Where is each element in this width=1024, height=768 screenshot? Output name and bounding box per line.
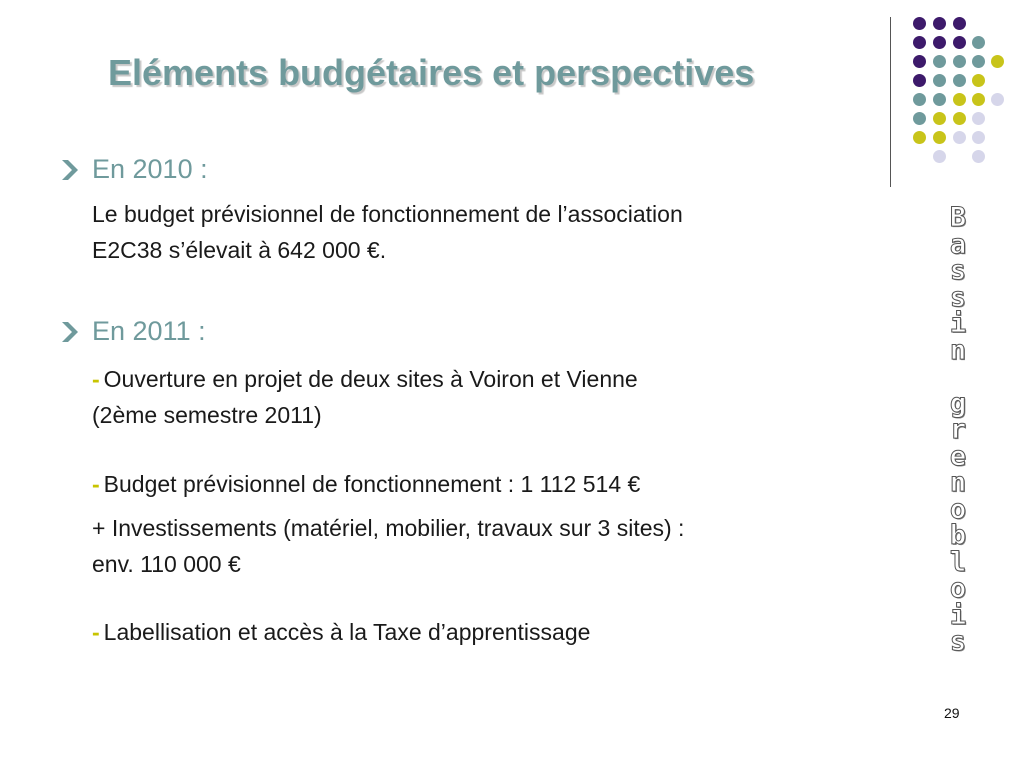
dot xyxy=(972,93,985,106)
list-item-budget xyxy=(92,466,842,502)
list-item-labellisation xyxy=(92,614,842,650)
page-number: 29 xyxy=(944,705,960,721)
text-line: Budget prévisionnel de fonctionnement : 1 112 514 € xyxy=(103,471,641,497)
dot xyxy=(953,36,966,49)
vertical-sidebar-text: B a s s i n g r e n o b l o i s xyxy=(949,202,967,657)
bullet-arrow-icon xyxy=(58,158,80,182)
divider-line xyxy=(890,17,891,187)
dot xyxy=(953,74,966,87)
dot xyxy=(933,150,946,163)
section-heading-label: En 2011 : xyxy=(92,316,206,346)
dot xyxy=(933,17,946,30)
text-line: (2ème semestre 2011) xyxy=(92,402,322,428)
dot xyxy=(913,93,926,106)
slide-title: Eléments budgétaires et perspectives xyxy=(108,52,755,93)
dot xyxy=(972,150,985,163)
dot xyxy=(913,131,926,144)
text-line: E2C38 s’élevait à 642 000 €. xyxy=(92,237,387,263)
dot xyxy=(913,55,926,68)
dot xyxy=(953,17,966,30)
text-line: + Investissements (matériel, mobilier, travaux sur 3 sites) : xyxy=(92,515,685,541)
dot xyxy=(953,55,966,68)
text-line: Labellisation et accès à la Taxe d’apprentissage xyxy=(103,619,591,645)
dot xyxy=(972,36,985,49)
dot xyxy=(991,93,1004,106)
text-line: env. 110 000 € xyxy=(92,551,241,577)
bullet-arrow-icon xyxy=(58,320,80,344)
dot xyxy=(953,112,966,125)
dot xyxy=(972,131,985,144)
dot xyxy=(933,93,946,106)
dot xyxy=(953,93,966,106)
dot xyxy=(913,17,926,30)
dot xyxy=(933,112,946,125)
dot xyxy=(972,112,985,125)
list-item-opening xyxy=(92,361,842,433)
dot xyxy=(972,55,985,68)
dot xyxy=(913,112,926,125)
text-line: Ouverture en projet de deux sites à Voiron et Vienne xyxy=(103,366,638,392)
dot xyxy=(991,55,1004,68)
text-line: Le budget prévisionnel de fonctionnement de l’association xyxy=(92,201,683,227)
list-item-investments xyxy=(92,510,842,582)
section-2010-heading xyxy=(58,154,208,185)
dot xyxy=(933,55,946,68)
dot xyxy=(933,74,946,87)
dash-marker: - xyxy=(92,619,100,645)
section-heading-label: En 2010 : xyxy=(92,154,208,184)
dot xyxy=(913,36,926,49)
dot xyxy=(913,74,926,87)
dot xyxy=(953,131,966,144)
dot xyxy=(933,36,946,49)
section-2010-text xyxy=(92,196,842,268)
dash-marker: - xyxy=(92,471,100,497)
dot xyxy=(972,74,985,87)
section-2011-heading xyxy=(58,316,206,347)
dash-marker: - xyxy=(92,366,100,392)
dot xyxy=(933,131,946,144)
